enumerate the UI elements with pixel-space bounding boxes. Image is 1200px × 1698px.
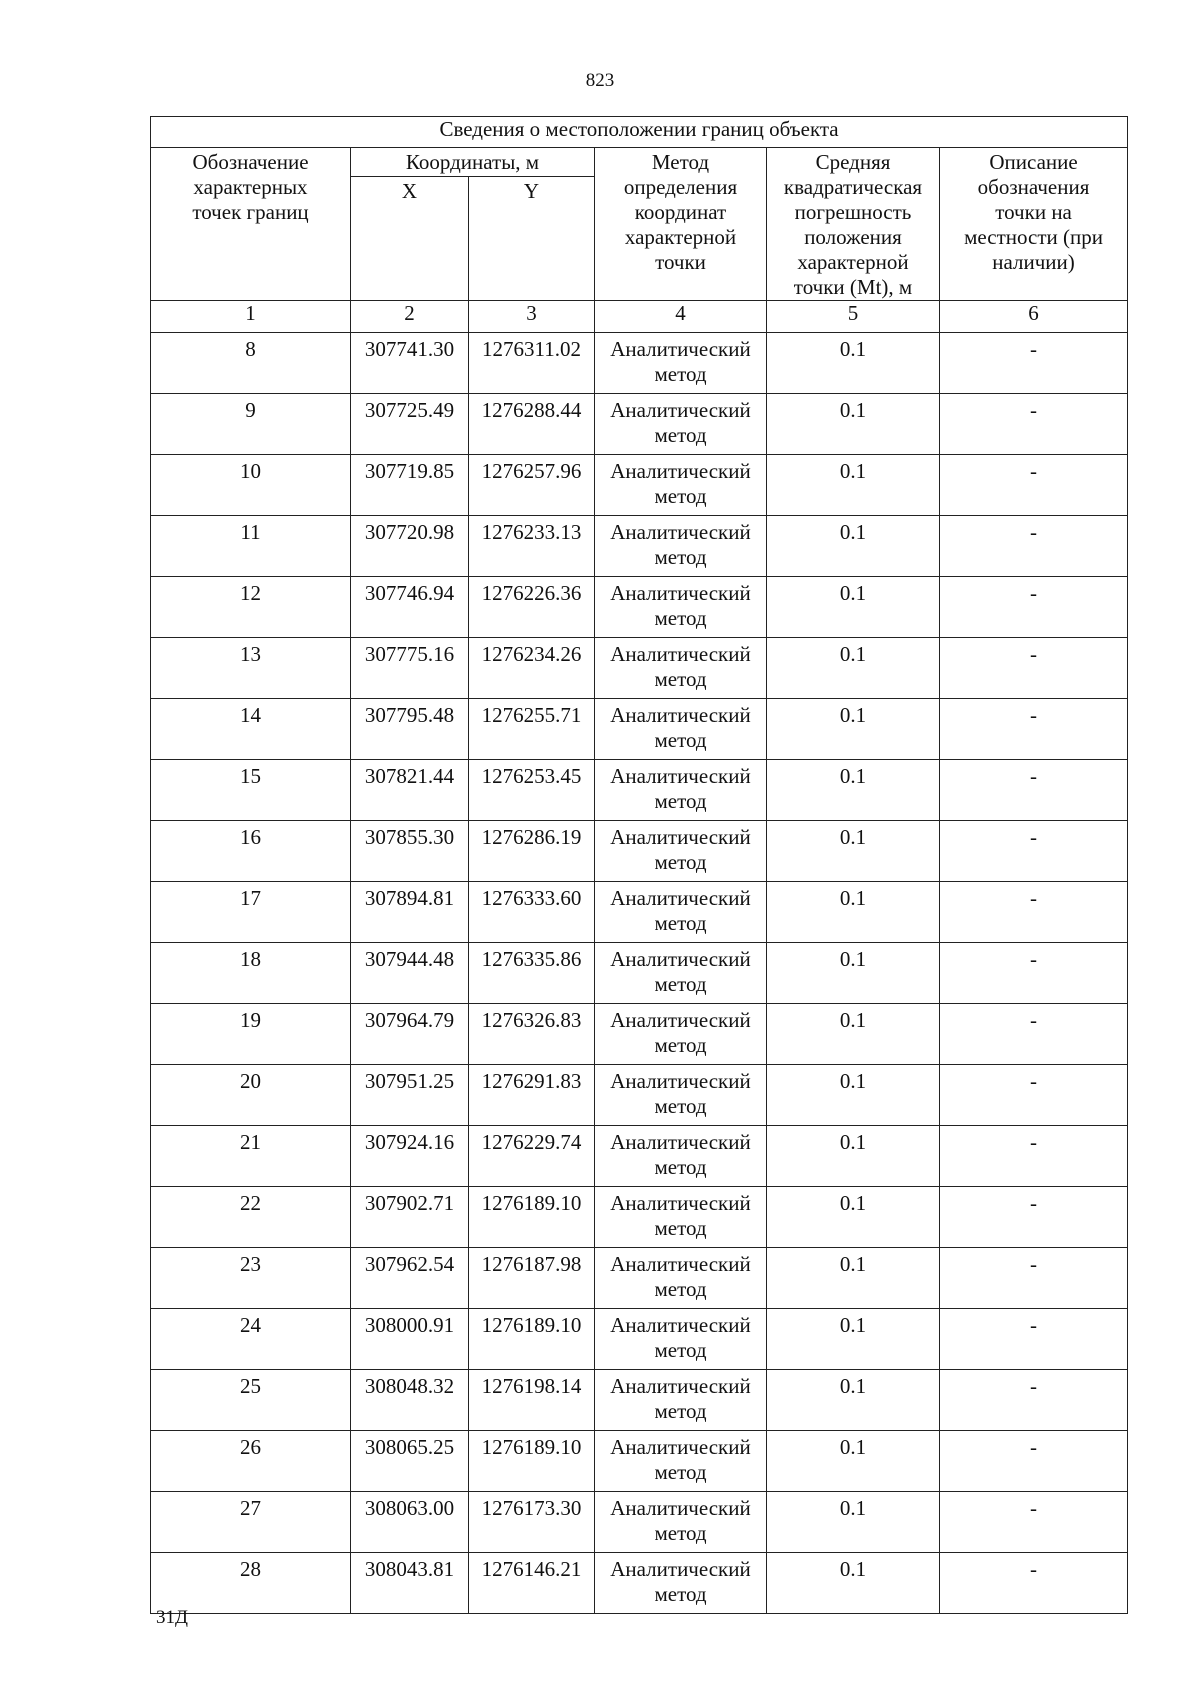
method-cell: Аналитический метод (595, 455, 767, 516)
error-cell: 0.1 (767, 1492, 940, 1553)
table-row (151, 638, 1128, 699)
page-number: 823 (585, 70, 615, 91)
point-cell: 22 (151, 1187, 351, 1248)
point-cell: 27 (151, 1492, 351, 1553)
x-coordinate-cell: 307775.16 (351, 638, 469, 699)
y-coordinate-cell: 1276311.02 (469, 333, 595, 394)
table-row (151, 394, 1128, 455)
description-cell: - (940, 882, 1128, 943)
y-coordinate-cell: 1276189.10 (469, 1187, 595, 1248)
table-row (151, 821, 1128, 882)
y-coordinate-cell: 1276326.83 (469, 1004, 595, 1065)
method-cell: Аналитический метод (595, 699, 767, 760)
point-cell: 14 (151, 699, 351, 760)
error-cell: 0.1 (767, 1126, 940, 1187)
description-cell: - (940, 1431, 1128, 1492)
x-coordinate-cell: 307746.94 (351, 577, 469, 638)
method-cell: Аналитический метод (595, 577, 767, 638)
point-cell: 15 (151, 760, 351, 821)
method-cell: Аналитический метод (595, 1187, 767, 1248)
header-mean-square-error: Средняя квадратическая погрешность положения характерной точки (Mt), м (767, 148, 940, 301)
point-cell: 13 (151, 638, 351, 699)
column-number: 4 (595, 301, 767, 333)
method-cell: Аналитический метод (595, 882, 767, 943)
table-row (151, 1248, 1128, 1309)
header-coordinates: Координаты, м (351, 148, 595, 177)
description-cell: - (940, 577, 1128, 638)
header-point-description: Описание обозначения точки на местности (при наличии) (940, 148, 1128, 301)
footer-code: 31Д (156, 1607, 188, 1628)
error-cell: 0.1 (767, 943, 940, 1004)
error-cell: 0.1 (767, 638, 940, 699)
x-coordinate-cell: 307924.16 (351, 1126, 469, 1187)
description-cell: - (940, 760, 1128, 821)
column-number: 2 (351, 301, 469, 333)
table-row (151, 699, 1128, 760)
y-coordinate-cell: 1276333.60 (469, 882, 595, 943)
y-coordinate-cell: 1276288.44 (469, 394, 595, 455)
y-coordinate-cell: 1276253.45 (469, 760, 595, 821)
x-coordinate-cell: 307719.85 (351, 455, 469, 516)
x-coordinate-cell: 308000.91 (351, 1309, 469, 1370)
point-cell: 24 (151, 1309, 351, 1370)
description-cell: - (940, 1126, 1128, 1187)
y-coordinate-cell: 1276146.21 (469, 1553, 595, 1614)
y-coordinate-cell: 1276257.96 (469, 455, 595, 516)
table-row (151, 1065, 1128, 1126)
error-cell: 0.1 (767, 516, 940, 577)
description-cell: - (940, 394, 1128, 455)
description-cell: - (940, 821, 1128, 882)
point-cell: 9 (151, 394, 351, 455)
table-row (151, 1492, 1128, 1553)
y-coordinate-cell: 1276226.36 (469, 577, 595, 638)
error-cell: 0.1 (767, 882, 940, 943)
table-row (151, 333, 1128, 394)
method-cell: Аналитический метод (595, 394, 767, 455)
error-cell: 0.1 (767, 821, 940, 882)
point-cell: 18 (151, 943, 351, 1004)
method-cell: Аналитический метод (595, 821, 767, 882)
description-cell: - (940, 1004, 1128, 1065)
table-row (151, 1431, 1128, 1492)
method-cell: Аналитический метод (595, 943, 767, 1004)
error-cell: 0.1 (767, 577, 940, 638)
description-cell: - (940, 1309, 1128, 1370)
error-cell: 0.1 (767, 1309, 940, 1370)
table-row (151, 455, 1128, 516)
x-coordinate-cell: 307741.30 (351, 333, 469, 394)
description-cell: - (940, 516, 1128, 577)
method-cell: Аналитический метод (595, 1004, 767, 1065)
x-coordinate-cell: 307795.48 (351, 699, 469, 760)
point-cell: 26 (151, 1431, 351, 1492)
point-cell: 21 (151, 1126, 351, 1187)
error-cell: 0.1 (767, 760, 940, 821)
table-caption: Сведения о местоположении границ объекта (151, 117, 1128, 148)
point-cell: 12 (151, 577, 351, 638)
x-coordinate-cell: 307944.48 (351, 943, 469, 1004)
point-cell: 19 (151, 1004, 351, 1065)
y-coordinate-cell: 1276233.13 (469, 516, 595, 577)
y-coordinate-cell: 1276229.74 (469, 1126, 595, 1187)
header-method: Метод определения координат характерной точки (595, 148, 767, 301)
column-number: 6 (940, 301, 1128, 333)
method-cell: Аналитический метод (595, 760, 767, 821)
method-cell: Аналитический метод (595, 1370, 767, 1431)
x-coordinate-cell: 307894.81 (351, 882, 469, 943)
method-cell: Аналитический метод (595, 1309, 767, 1370)
x-coordinate-cell: 307855.30 (351, 821, 469, 882)
table-row (151, 1004, 1128, 1065)
method-cell: Аналитический метод (595, 1553, 767, 1614)
description-cell: - (940, 1553, 1128, 1614)
table-row (151, 577, 1128, 638)
y-coordinate-cell: 1276291.83 (469, 1065, 595, 1126)
description-cell: - (940, 333, 1128, 394)
point-cell: 28 (151, 1553, 351, 1614)
table-row (151, 943, 1128, 1004)
point-cell: 11 (151, 516, 351, 577)
x-coordinate-cell: 307821.44 (351, 760, 469, 821)
description-cell: - (940, 1492, 1128, 1553)
description-cell: - (940, 638, 1128, 699)
x-coordinate-cell: 307902.71 (351, 1187, 469, 1248)
table-row (151, 1553, 1128, 1614)
header-y: Y (469, 177, 595, 301)
x-coordinate-cell: 307720.98 (351, 516, 469, 577)
error-cell: 0.1 (767, 333, 940, 394)
table-row (151, 1370, 1128, 1431)
table-row (151, 516, 1128, 577)
boundary-coordinates-table (150, 116, 1128, 1614)
point-cell: 17 (151, 882, 351, 943)
x-coordinate-cell: 308048.32 (351, 1370, 469, 1431)
y-coordinate-cell: 1276187.98 (469, 1248, 595, 1309)
column-number: 1 (151, 301, 351, 333)
point-cell: 16 (151, 821, 351, 882)
method-cell: Аналитический метод (595, 333, 767, 394)
header-x: X (351, 177, 469, 301)
column-number: 3 (469, 301, 595, 333)
error-cell: 0.1 (767, 699, 940, 760)
y-coordinate-cell: 1276286.19 (469, 821, 595, 882)
table-row (151, 882, 1128, 943)
table-row (151, 1126, 1128, 1187)
method-cell: Аналитический метод (595, 1126, 767, 1187)
method-cell: Аналитический метод (595, 638, 767, 699)
description-cell: - (940, 455, 1128, 516)
x-coordinate-cell: 308065.25 (351, 1431, 469, 1492)
error-cell: 0.1 (767, 1187, 940, 1248)
x-coordinate-cell: 307962.54 (351, 1248, 469, 1309)
point-cell: 20 (151, 1065, 351, 1126)
description-cell: - (940, 1248, 1128, 1309)
table-row (151, 1309, 1128, 1370)
y-coordinate-cell: 1276173.30 (469, 1492, 595, 1553)
method-cell: Аналитический метод (595, 1492, 767, 1553)
description-cell: - (940, 1370, 1128, 1431)
point-cell: 25 (151, 1370, 351, 1431)
y-coordinate-cell: 1276335.86 (469, 943, 595, 1004)
description-cell: - (940, 699, 1128, 760)
error-cell: 0.1 (767, 1553, 940, 1614)
table-row (151, 1187, 1128, 1248)
header-point-designation: Обозначение характерных точек границ (151, 148, 351, 301)
table-row (151, 760, 1128, 821)
error-cell: 0.1 (767, 1004, 940, 1065)
y-coordinate-cell: 1276255.71 (469, 699, 595, 760)
y-coordinate-cell: 1276189.10 (469, 1431, 595, 1492)
x-coordinate-cell: 307725.49 (351, 394, 469, 455)
column-number-row (151, 301, 1128, 333)
method-cell: Аналитический метод (595, 1065, 767, 1126)
y-coordinate-cell: 1276189.10 (469, 1309, 595, 1370)
x-coordinate-cell: 307964.79 (351, 1004, 469, 1065)
column-number: 5 (767, 301, 940, 333)
point-cell: 10 (151, 455, 351, 516)
y-coordinate-cell: 1276234.26 (469, 638, 595, 699)
method-cell: Аналитический метод (595, 1431, 767, 1492)
x-coordinate-cell: 308063.00 (351, 1492, 469, 1553)
error-cell: 0.1 (767, 394, 940, 455)
point-cell: 8 (151, 333, 351, 394)
description-cell: - (940, 1187, 1128, 1248)
point-cell: 23 (151, 1248, 351, 1309)
description-cell: - (940, 943, 1128, 1004)
description-cell: - (940, 1065, 1128, 1126)
method-cell: Аналитический метод (595, 516, 767, 577)
x-coordinate-cell: 308043.81 (351, 1553, 469, 1614)
error-cell: 0.1 (767, 455, 940, 516)
error-cell: 0.1 (767, 1065, 940, 1126)
x-coordinate-cell: 307951.25 (351, 1065, 469, 1126)
error-cell: 0.1 (767, 1431, 940, 1492)
method-cell: Аналитический метод (595, 1248, 767, 1309)
error-cell: 0.1 (767, 1370, 940, 1431)
error-cell: 0.1 (767, 1248, 940, 1309)
y-coordinate-cell: 1276198.14 (469, 1370, 595, 1431)
